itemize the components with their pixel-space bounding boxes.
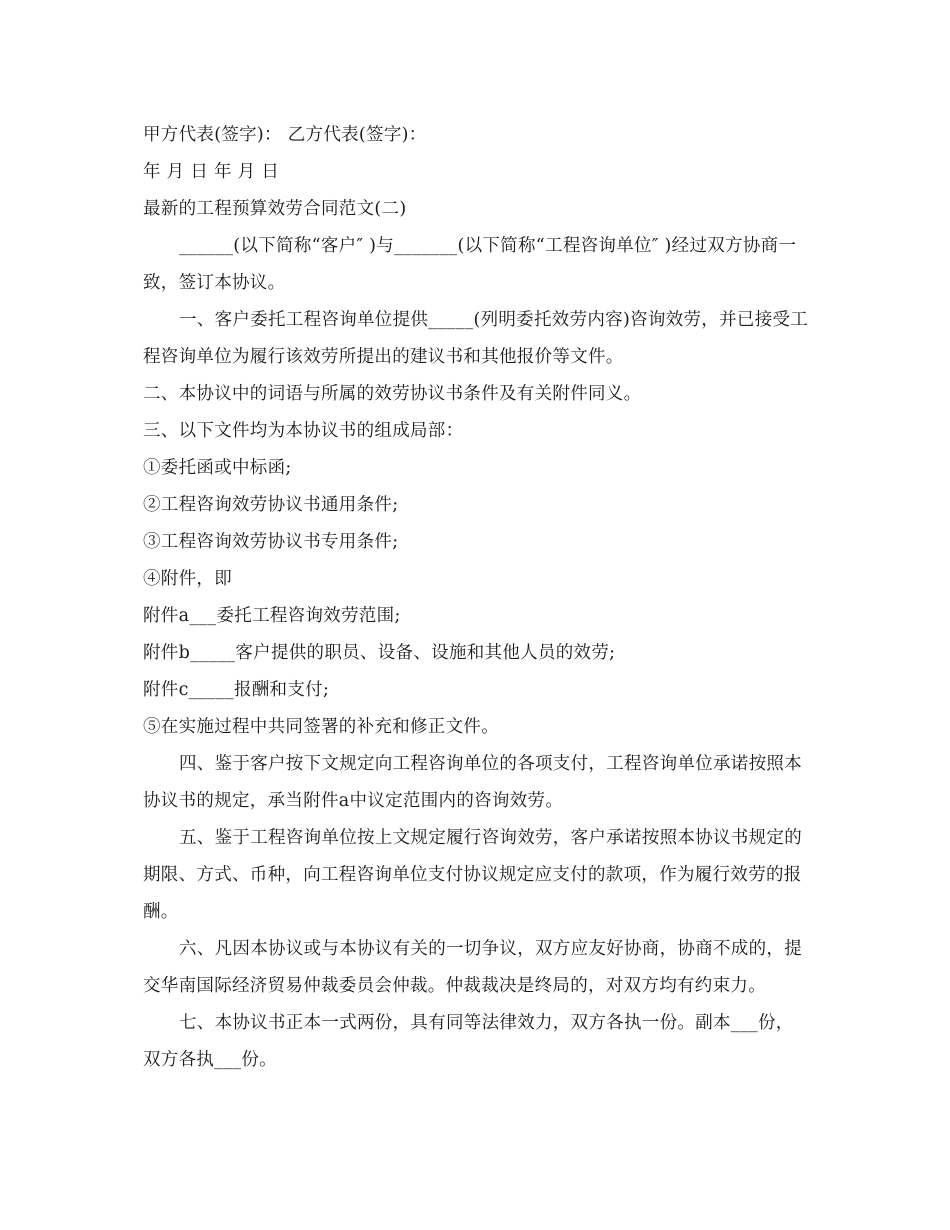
- attachment-item: 附件a___委托工程咨询效劳范围;: [143, 606, 401, 626]
- paragraph-clause-6: 六、凡因本协议或与本协议有关的一切争议，双方应友好协商，协商不成的，提交华南国际经济贸易仲裁委员会仲裁。仲裁裁决是终局的，对双方均有约束力。: [143, 939, 802, 996]
- paragraph-clause-5: 五、鉴于工程咨询单位按上文规定履行咨询效劳，客户承诺按照本协议书规定的期限、方式、币种，向工程咨询单位支付协议规定应支付的款项，作为履行效劳的报酬。: [143, 828, 802, 922]
- list-item: ⑤在实施过程中共同签署的补充和修正文件。: [143, 717, 499, 737]
- paragraph-intro: ______(以下简称“客户″ )与_______(以下简称“工程咨询单位″ )经过双方协商一致，签订本协议。: [143, 236, 797, 293]
- signature-line: 甲方代表(签字)： 乙方代表(签字)：: [143, 125, 427, 145]
- paragraph-clause-1: 一、客户委托工程咨询单位提供_____(列明委托效劳内容)咨询效劳，并已接受工程咨询单位为履行该效劳所提出的建议书和其他报价等文件。: [143, 310, 809, 367]
- paragraph-clause-7: 七、本协议书正本一式两份，具有同等法律效力，双方各执一份。副本___份，双方各执___份。: [143, 1013, 794, 1070]
- paragraph-clause-4: 四、鉴于客户按下文规定向工程咨询单位的各项支付，工程咨询单位承诺按照本协议书的规定，承当附件a中议定范围内的咨询效劳。: [143, 754, 802, 811]
- paragraph-clause-3: 三、以下文件均为本协议书的组成局部：: [143, 421, 464, 441]
- section-title: 最新的工程预算效劳合同范文(二): [143, 199, 407, 219]
- attachment-item: 附件b_____客户提供的职员、设备、设施和其他人员的效劳;: [143, 643, 616, 663]
- list-item: ④附件，即: [143, 569, 232, 589]
- attachment-item: 附件c_____报酬和支付;: [143, 680, 330, 700]
- date-line: 年 月 日 年 月 日: [143, 162, 280, 182]
- list-item: ①委托函或中标函;: [143, 458, 292, 478]
- document-body: [143, 117, 809, 1079]
- paragraph-clause-2: 二、本协议中的词语与所属的效劳协议书条件及有关附件同义。: [143, 384, 642, 404]
- list-item: ②工程咨询效劳协议书通用条件;: [143, 495, 399, 515]
- list-item: ③工程咨询效劳协议书专用条件;: [143, 532, 399, 552]
